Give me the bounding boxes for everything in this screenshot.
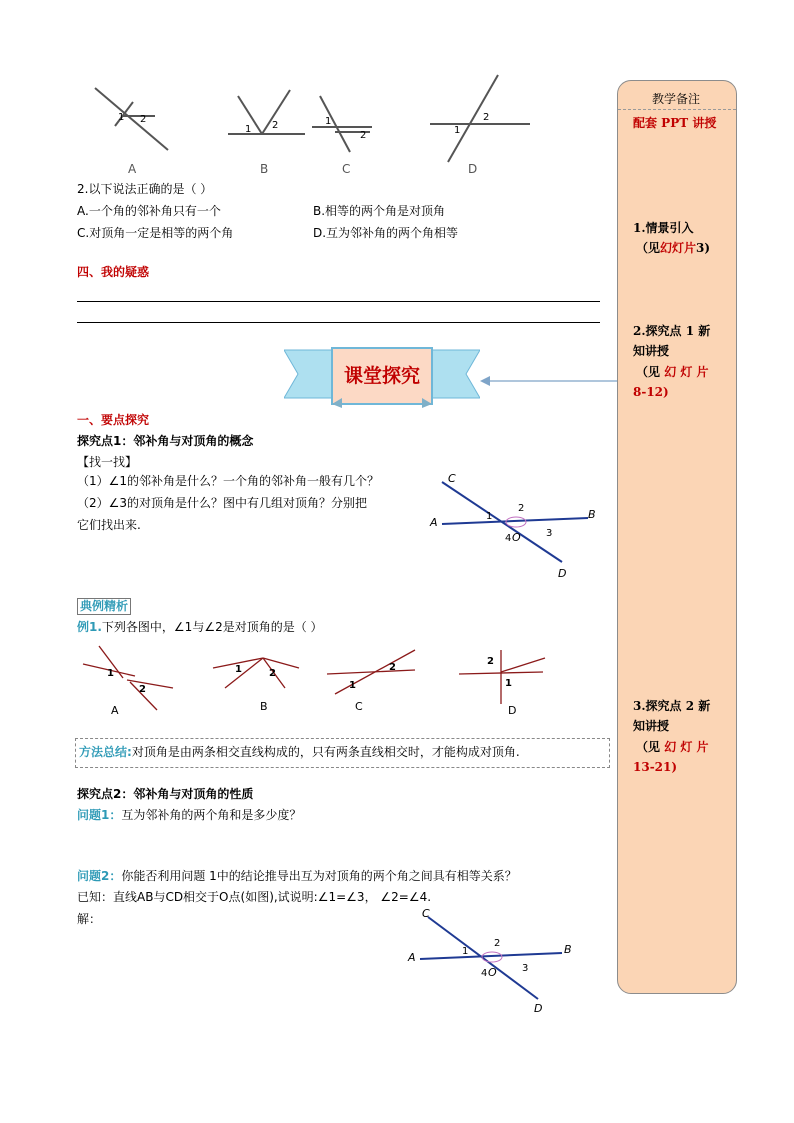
point2-question-1	[77, 807, 301, 823]
diagram2-angle-4: 4	[481, 968, 488, 979]
question2-option-d: D.互为邻补角的两个角相等	[313, 226, 459, 240]
q2-text: 你能否利用问题 1中的结论推导出互为对顶角的两个角之间具有相等关系？	[121, 869, 517, 883]
sidebar-item1-open: （见	[636, 241, 661, 255]
banner-title: 课堂探究	[343, 365, 420, 387]
sidebar-item3-sub: 知讲授	[633, 719, 670, 733]
fig-c-letter: C	[342, 162, 351, 176]
fig-d-label-2: 2	[483, 112, 490, 123]
sidebar-item2-sub: 知讲授	[633, 344, 670, 358]
question2-option-a: A.一个角的邻补角只有一个	[77, 204, 221, 218]
find-question-2b: 它们找出来.	[77, 518, 141, 532]
sidebar-separator	[618, 109, 736, 110]
point2-heading: 探究点2：邻补角与对顶角的性质	[77, 787, 254, 801]
diagram1-label-c: C	[448, 472, 456, 485]
sidebar-item3-open: （见	[636, 740, 661, 754]
sidebar-item3-slides: 幻 灯 片	[664, 740, 709, 754]
figure-row-angles	[80, 70, 550, 180]
find-label: 【找一找】	[77, 455, 138, 469]
diagram1-label-d: D	[558, 567, 567, 580]
question2-stem: 2.以下说法正确的是（ ）	[77, 182, 213, 196]
question2-option-c: C.对顶角一定是相等的两个角	[77, 226, 234, 240]
fig-d-letter: D	[468, 162, 478, 176]
given-text: 已知：直线AB与CD相交于O点(如图),试说明:∠1=∠3， ∠2=∠4.	[77, 890, 432, 904]
figure-d	[430, 75, 530, 162]
sidebar-item2-slides: 幻 灯 片	[664, 365, 709, 379]
sidebar-item3-title: 3.探究点 2 新	[633, 699, 711, 713]
method-summary	[79, 744, 520, 760]
sidebar-item2-open: （见	[636, 365, 661, 379]
example-lead: 例1.	[77, 620, 102, 634]
fig-d-label-1: 1	[454, 125, 461, 136]
diagram2-label-c: C	[422, 907, 430, 920]
q2-lead: 问题2：	[77, 869, 122, 883]
pointer-arrow	[478, 374, 620, 388]
ex-c-angle-2: 2	[389, 662, 396, 673]
diagram2-label-d: D	[534, 1002, 543, 1015]
intersecting-lines-diagram-2	[404, 905, 584, 1017]
figure-a	[95, 88, 168, 150]
example-figures	[75, 640, 555, 720]
fig-b-letter: B	[260, 162, 269, 176]
ex-b-letter: B	[260, 700, 268, 713]
sidebar-item3-range: 13-21)	[633, 760, 678, 774]
question2-option-b: B.相等的两个角是对顶角	[313, 204, 446, 218]
sidebar-item1-ref	[636, 238, 710, 258]
ex-d-angle-2: 2	[487, 656, 494, 667]
diagram2-label-a: A	[408, 951, 416, 964]
fig-c-label-2: 2	[360, 130, 367, 141]
diagram2-label-b: B	[564, 943, 572, 956]
fig-a-label-1: 1	[118, 112, 125, 123]
ex-a-angle-2: 2	[139, 684, 146, 695]
figure-b	[228, 90, 305, 134]
example-text: 下列各图中，∠1与∠2是对顶角的是（ ）	[101, 620, 323, 634]
ex-c-angle-1: 1	[349, 680, 356, 691]
fig-a-letter: A	[128, 162, 137, 176]
diagram1-angle-4: 4	[505, 533, 512, 544]
diagram2-angle-1: 1	[462, 946, 469, 957]
sidebar-item1-title: 1.情景引入	[633, 221, 694, 235]
diagram1-angle-1: 1	[486, 511, 493, 522]
ex-d-angle-1: 1	[505, 678, 512, 689]
diagram1-label-a: A	[430, 516, 438, 529]
doubts-heading: 四、我的疑惑	[77, 265, 150, 279]
ex-a-letter: A	[111, 704, 119, 717]
fig-a-label-2: 2	[140, 114, 147, 125]
sidebar-item3-ref	[636, 737, 709, 757]
diagram1-label-o: O	[512, 531, 521, 544]
intersecting-lines-diagram-1	[428, 470, 608, 585]
sidebar-item1-num: 3)	[696, 241, 711, 255]
point2-question-2	[77, 868, 517, 884]
sidebar-item2-ref	[636, 362, 709, 382]
diagram1-label-b: B	[588, 508, 596, 521]
ex-d-letter: D	[508, 704, 517, 717]
q1-text: 互为邻补角的两个角和是多少度？	[121, 808, 302, 822]
sidebar-item1-slides: 幻灯片	[660, 241, 697, 255]
example-label: 典例精析	[77, 598, 131, 615]
method-text: 对顶角是由两条相交直线构成的，只有两条直线相交时，才能构成对顶角.	[131, 745, 520, 759]
answer-line-1	[77, 301, 600, 302]
solve-label: 解：	[77, 912, 102, 926]
q1-lead: 问题1：	[77, 808, 122, 822]
fig-b-label-1: 1	[245, 124, 252, 135]
diagram1-angle-2: 2	[518, 503, 525, 514]
ex-b-angle-1: 1	[235, 664, 242, 675]
answer-line-2	[77, 322, 600, 323]
sidebar-title: 教学备注	[651, 92, 700, 106]
ex-b-angle-2: 2	[269, 668, 276, 679]
diagram2-angle-2: 2	[494, 938, 501, 949]
find-question-1: （1）∠1的邻补角是什么？一个角的邻补角一般有几个？	[77, 474, 380, 488]
fig-c-label-1: 1	[325, 116, 332, 127]
point1-heading: 探究点1：邻补角与对顶角的概念	[77, 434, 254, 448]
find-question-2a: （2）∠3的对顶角是什么？图中有几组对顶角？分别把	[77, 496, 368, 510]
figure-c	[312, 96, 372, 152]
sidebar-item2-range: 8-12)	[633, 385, 669, 399]
method-lead: 方法总结:	[79, 745, 132, 759]
ex-c-letter: C	[355, 700, 363, 713]
sidebar-item2-title: 2.探究点 1 新	[633, 324, 711, 338]
section1-heading: 一、要点探究	[77, 413, 150, 427]
fig-b-label-2: 2	[272, 120, 279, 131]
sidebar-subtitle: 配套 PPT 讲授	[633, 116, 717, 130]
diagram1-angle-3: 3	[546, 528, 553, 539]
ex-a-angle-1: 1	[107, 668, 114, 679]
diagram2-label-o: O	[488, 966, 497, 979]
example-question	[77, 619, 323, 635]
diagram2-angle-3: 3	[522, 963, 529, 974]
